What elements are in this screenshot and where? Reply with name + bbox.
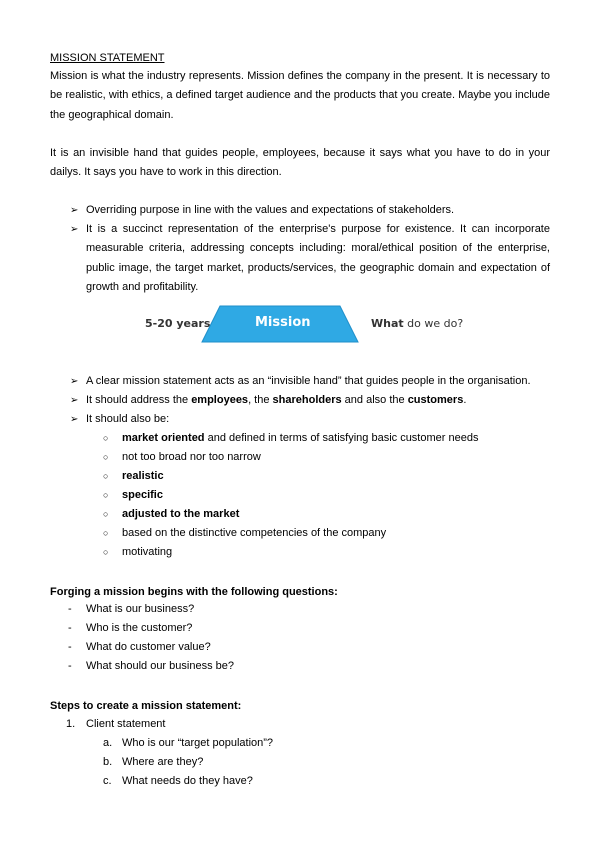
question-item: Who is the customer? xyxy=(86,622,193,634)
sub-item: not too broad nor too narrow xyxy=(122,451,261,463)
circle-bullet-icon: ○ xyxy=(103,471,109,481)
diagram-timeframe-label: 5-20 years xyxy=(145,317,211,330)
sub-item-rest: and defined in terms of satisfying basic customer needs xyxy=(204,432,479,444)
steps-heading: Steps to create a mission statement: xyxy=(50,700,242,712)
step-sub-item: Where are they? xyxy=(122,756,204,768)
text-fragment: , the xyxy=(248,394,273,406)
question-item: What should our business be? xyxy=(86,660,234,672)
dash-marker: - xyxy=(68,622,72,634)
diagram-question-label xyxy=(371,317,463,331)
bullet-item: Overriding purpose in line with the values and expectations of stakeholders. xyxy=(86,204,455,216)
text-fragment: It should address the xyxy=(86,394,192,406)
bullet-item-address xyxy=(86,393,466,407)
diagram-question-rest: do we do? xyxy=(403,317,464,330)
dash-marker: - xyxy=(68,641,72,653)
page-title: MISSION STATEMENT xyxy=(50,52,165,64)
dash-marker: - xyxy=(68,603,72,615)
bullet-arrow-icon: ➢ xyxy=(70,395,79,406)
step-sub-letter: c. xyxy=(103,775,112,787)
shareholders-term: shareholders xyxy=(272,394,342,406)
diagram-mission-label: Mission xyxy=(255,315,311,330)
sub-item: motivating xyxy=(122,546,173,558)
sub-item: based on the distinctive competencies of the company xyxy=(122,527,387,539)
text-fragment: . xyxy=(463,394,467,406)
dash-marker: - xyxy=(68,660,72,672)
circle-bullet-icon: ○ xyxy=(103,547,109,557)
step-sub-letter: b. xyxy=(103,756,113,768)
bullet-item: It is a succinct representation of the enterprise's purpose for existence. It can incorporate measurable criteria, addressing concepts including: moral/ethical position of the enterprise, public image, the target market, products/services, the geographic domain and expectation of growth and profitability. xyxy=(86,223,550,293)
bullet-item: A clear mission statement acts as an “invisible hand” that guides people in the organisation. xyxy=(86,375,531,387)
question-item: What is our business? xyxy=(86,603,195,615)
question-item: What do customer value? xyxy=(86,641,211,653)
intro-paragraph: Mission is what the industry represents. Mission defines the company in the present. It is necessary to be realistic, with ethics, a defined target audience and the products that you create. Maybe you include the geographical domain. xyxy=(50,70,550,121)
circle-bullet-icon: ○ xyxy=(103,490,109,500)
circle-bullet-icon: ○ xyxy=(103,528,109,538)
bullet-arrow-icon: ➢ xyxy=(70,205,79,216)
customers-term: customers xyxy=(407,394,464,406)
bullet-arrow-icon: ➢ xyxy=(70,414,79,425)
sub-item-bold: market oriented xyxy=(122,432,205,444)
step-sub-item: Who is our “target population”? xyxy=(122,737,274,749)
bullet-item: It should also be: xyxy=(86,413,170,425)
circle-bullet-icon: ○ xyxy=(103,452,109,462)
bullet-arrow-icon: ➢ xyxy=(70,224,79,235)
diagram-question-bold: What xyxy=(371,317,404,330)
step-number: 1. xyxy=(66,718,76,730)
sub-item: specific xyxy=(122,489,163,501)
step-item: Client statement xyxy=(86,718,166,730)
circle-bullet-icon: ○ xyxy=(103,509,109,519)
sub-item: realistic xyxy=(122,470,164,482)
forging-heading: Forging a mission begins with the following questions: xyxy=(50,586,338,598)
circle-bullet-icon: ○ xyxy=(103,433,109,443)
bullet-arrow-icon: ➢ xyxy=(70,376,79,387)
sub-item: adjusted to the market xyxy=(122,508,240,520)
sub-item xyxy=(122,429,478,448)
text-fragment: and also the xyxy=(341,394,408,406)
step-sub-item: What needs do they have? xyxy=(122,775,253,787)
step-sub-letter: a. xyxy=(103,737,113,749)
employees-term: employees xyxy=(191,394,249,406)
invisible-hand-paragraph: It is an invisible hand that guides people, employees, because it says what you have to do in your dailys. It says you have to work in this direction. xyxy=(50,147,550,179)
